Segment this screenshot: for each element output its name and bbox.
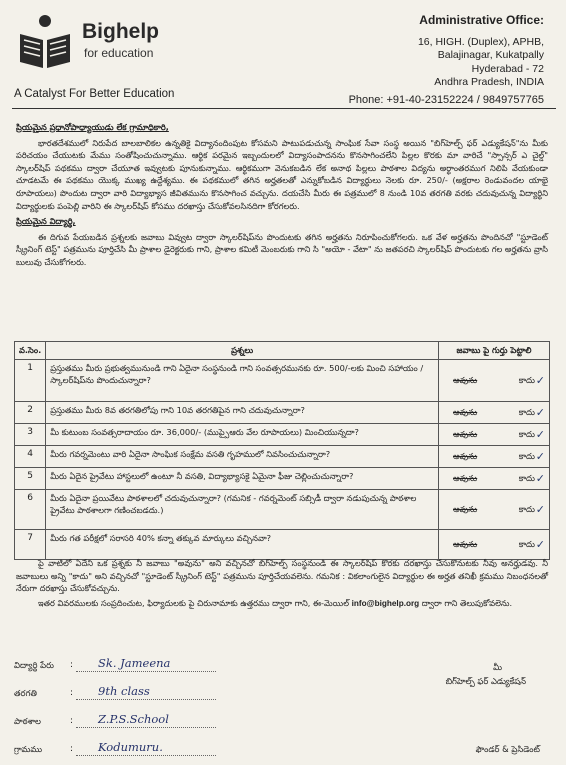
contact-paragraph [16, 597, 548, 611]
table-row [15, 468, 550, 490]
student-name-value[interactable]: Sk. Jameena [98, 656, 171, 670]
office-address [284, 14, 544, 107]
brand-subtitle: for education [84, 46, 154, 60]
yes-option[interactable]: అవును [453, 375, 478, 386]
question-text: ప్రస్తుతము మీరు 8వ తరగతిలోపు గాని 10వ తరగతిపైన గాని చదువుచున్నారా? [46, 402, 439, 424]
school-field [14, 712, 314, 730]
signature-role: ఫౌండర్ & ప్రెసిడెంట్ [475, 744, 540, 754]
header-divider [12, 108, 556, 109]
eligibility-paragraph: పై వాటిలో ఏదేని ఒక ప్రశ్నకు నీ జవాబు "అవును" అని వచ్చినచో బిగ్‌హెల్ప్ సంస్థనుండి ఈ స్కాలర్‌షిప్ కొరకు దరఖాస్తు చేసుకొనుటకు నీవు అనర్హుడవు. నీ జవాబులు అన్ని "కాదు" అని వచ్చినచో "స్టూడెంట్ స్క్రీనింగ్ టెస్ట్" పత్రమును పూర్తిచేయవలెను. గమనిక : వికలాంగులైన విద్యార్థుల ఈ అర్హత తనిఖీ క్రమము నిబంధనలతో నేరుగా దరఖాస్తు చేసుకోవచ్చును. [16, 558, 548, 594]
address-line: Hyderabad - 72 [471, 62, 544, 75]
tagline: A Catalyst For Better Education [14, 88, 175, 100]
row-number: 2 [15, 402, 46, 424]
row-number: 5 [15, 468, 46, 490]
no-option[interactable]: కాదు [518, 407, 535, 418]
colon: : [70, 688, 74, 698]
colon: : [70, 716, 74, 726]
class-value[interactable]: 9th class [98, 684, 150, 698]
table-row [15, 424, 550, 446]
answer-cell [439, 360, 550, 402]
question-text: మీరు ఏదైన ప్రైవేటు హాస్టలులో ఉంటూ నీ వసతి, విద్యాభ్యాసకై ఏమైనా ఫీజు చెల్లించుచున్నారా? [46, 468, 439, 490]
answer-cell [439, 402, 550, 424]
answer-cell [439, 446, 550, 468]
salutation-student: ప్రియమైన విద్యార్థి, [16, 216, 76, 227]
question-text: మీరు గవర్నమెంటు వారి ఏదైనా సాంఘిక సంక్షేమ వసతి గృహములో నివసించుచున్నారా? [46, 446, 439, 468]
check-icon: ✓ [535, 373, 545, 387]
no-option[interactable]: కాదు [518, 375, 535, 386]
fill-line [76, 755, 216, 756]
email-link[interactable]: info@bighelp.org [351, 598, 420, 608]
question-text: మీరు గత పరీక్షలో సరాసరి 40% కన్నా తక్కువ మార్కులు వచ్చినవా? [46, 530, 439, 560]
contact-text-end: ద్వారా గాని తెలుపుకోవలెను. [421, 597, 513, 608]
fill-line [76, 699, 216, 700]
salutation-headmaster: ప్రియమైన ప్రధానోపాధ్యాయుడు లేక గ్రామాధికారి, [16, 122, 169, 132]
check-icon: ✓ [535, 537, 545, 551]
colon: : [70, 660, 74, 670]
col-header-number: వ.సెం. [15, 342, 46, 360]
address-line: 16, HIGH. (Duplex), APHB, [417, 35, 544, 48]
class-field [14, 684, 314, 702]
student-name-label: విద్యార్థి పేరు [14, 660, 54, 670]
village-label: గ్రామము [14, 744, 43, 754]
student-name-field [14, 656, 314, 674]
class-label: తరగతి [14, 688, 37, 698]
yes-option[interactable]: అవును [453, 504, 478, 515]
table-header-row [15, 342, 550, 360]
check-icon: ✓ [535, 502, 545, 516]
letterhead [0, 0, 566, 112]
address-line: Balajinagar, Kukatpally [437, 49, 544, 61]
col-header-question: ప్రశ్నలు [46, 342, 439, 360]
row-number: 7 [15, 530, 46, 560]
no-option[interactable]: కాదు [518, 504, 535, 515]
school-value[interactable]: Z.P.S.School [98, 712, 169, 726]
row-number: 4 [15, 446, 46, 468]
phone-number: Phone: +91-40-23152224 / 9849757765 [348, 93, 544, 106]
question-text: మీ కుటుంబ సంవత్సరాదాయం రూ. 36,000/- (ముప్పైఆరు వేల రూపాయలు) మించియున్నదా? [46, 424, 439, 446]
table-row [15, 360, 550, 402]
check-icon: ✓ [535, 405, 545, 419]
check-icon: ✓ [535, 471, 545, 485]
yes-option[interactable]: అవును [453, 429, 478, 440]
question-text: ప్రస్తుతము మీరు ప్రభుత్వమునుండి గాని ఏదైనా సంస్థనుండి గాని సంవత్సరమునకు రూ. 500/-లకు మించి సహాయం / స్కాలర్‌షిప్‌ను పొందుచున్నారా? [46, 360, 439, 402]
no-option[interactable]: కాదు [518, 451, 535, 462]
yes-option[interactable]: అవును [453, 473, 478, 484]
yes-option[interactable]: అవును [453, 451, 478, 462]
yes-option[interactable]: అవును [453, 407, 478, 418]
yes-option[interactable]: అవును [453, 539, 478, 550]
no-option[interactable]: కాదు [518, 539, 535, 550]
instruction-paragraph: ఈ దిగువ పేయబడిన ప్రశ్నలకు జవాబు వివ్వుట ద్వారా స్కాలర్‌షిప్‌ను పొందుటకు తగిన అర్హతను నిరూపించుకోగలరు. ఒక వేళ అర్హతను పొందినచో "స్టూడెంట్ స్క్రీనింగ్ టెస్ట్" పత్రమును పూర్తిచేసి మీ ప్రాశాల డైరెక్టరుకు గాని, ప్రాశాల కమిటీ మెంబరుకు గాని సి "అయో - వేటా" ను జతపరచి స్కాలర్‌షిప్ పొందుటకు గల అర్హతను వ్రాసి బులువు చేసుకోగలరు. [16, 231, 548, 267]
table-row [15, 402, 550, 424]
school-label: పాఠశాల [14, 716, 41, 726]
table-row [15, 530, 550, 560]
signature-org: బిగ్‌హెల్ప్ ఫర్ ఎడ్యుకేషన్ [445, 676, 526, 686]
village-field [14, 740, 314, 758]
address-line: Andhra Pradesh, INDIA [434, 76, 544, 88]
check-icon: ✓ [535, 427, 545, 441]
answer-cell [439, 530, 550, 560]
brand-name: Bighelp [82, 20, 159, 43]
no-option[interactable]: కాదు [518, 473, 535, 484]
check-icon: ✓ [535, 449, 545, 463]
no-option[interactable]: కాదు [518, 429, 535, 440]
colon: : [70, 744, 74, 754]
answer-cell [439, 424, 550, 446]
row-number: 6 [15, 490, 46, 530]
intro-paragraph: భారతదేశములో నిరుపేద బాలబాలికల ఉన్నతికై విద్యానందింపుట కోసమని పాటుపడుచున్న సాంఘిక సేవా సంస్థ అయిన "బిగ్‌హెల్ప్ ఫర్ ఎడ్యుకేషన్"ను మీకు పరిచయం చేయుటకు మేము సంతోషించుచున్నాము. ఆర్థిక పరమైన ఇబ్బందులలో విద్యాసంపాదనను కొనసాగించలేని పిల్లల కొరకు మా వారిచే "స్పాన్సర్ ఎ చైల్డ్" స్కాలర్‌షిప్ పథకము ద్వారా చేయూత ఇవ్వుటకు పూనుకున్నాము. ఆర్థికముగా వెనుకబడిన లేక అనాథ పిల్లలు పాఠశాల విద్యను అర్థాంతరముగ నిలిపి వేయకుండా చూడటమే ఈ పథకము యొక్క ముఖ్య ఉద్దేశ్యము. ఈ పథకములో తగిన అర్హతలతో ఎన్నుకోబడిన విద్యార్థులు నెలకు రూ. 250/- (అక్షరాల రెండువందల యాభై రూపాయలు) పొందుట ద్వారా వారి విద్యాభ్యాస జీవితమును కొనసాగించ వచ్చును. దయచేసి మీరు ఈ పత్రములో 8 నుండి 10వ తరగతి వరకు చదువుచున్న విద్యార్థిని విద్యార్థులకు పంపెల్లి వారిని ఈ స్కాలర్‌షిప్ కోసము దరఖాస్తు చేసుకోవలసినదిగా కోరగలరు. [16, 137, 548, 211]
answer-cell [439, 468, 550, 490]
fill-line [76, 727, 216, 728]
row-number: 1 [15, 360, 46, 402]
contact-text: ఇతర వివరములకు సంప్రదించుట, ఫిర్యాదులకు పై చిరునామాకు ఉత్తరము ద్వారా గాని, ఈ-మెయిల్ [38, 597, 349, 608]
fill-line [76, 671, 216, 672]
table-row [15, 446, 550, 468]
closing-text [16, 557, 548, 612]
row-number: 3 [15, 424, 46, 446]
village-value[interactable]: Kodumuru. [98, 740, 163, 754]
answer-cell [439, 490, 550, 530]
office-title: Administrative Office: [419, 13, 544, 27]
letter-body [16, 121, 548, 272]
bighelp-logo-icon [16, 12, 74, 72]
screening-questions-table [14, 341, 550, 560]
table-row [15, 490, 550, 530]
col-header-answer: జవాబు పై గుర్తు పెట్టాలి [439, 342, 550, 360]
question-text: మీరు ఏదైనా ప్రయివేటు పాఠశాలలో చదువుచున్నారా? (గమనిక - గవర్నమెంట్ సబ్సిడీ ద్వారా నడుపుచున్న పాఠశాల ప్రైవేటు పాఠశాలగా గణించబడదు.) [46, 490, 439, 530]
yours-text: మీ [493, 662, 502, 672]
